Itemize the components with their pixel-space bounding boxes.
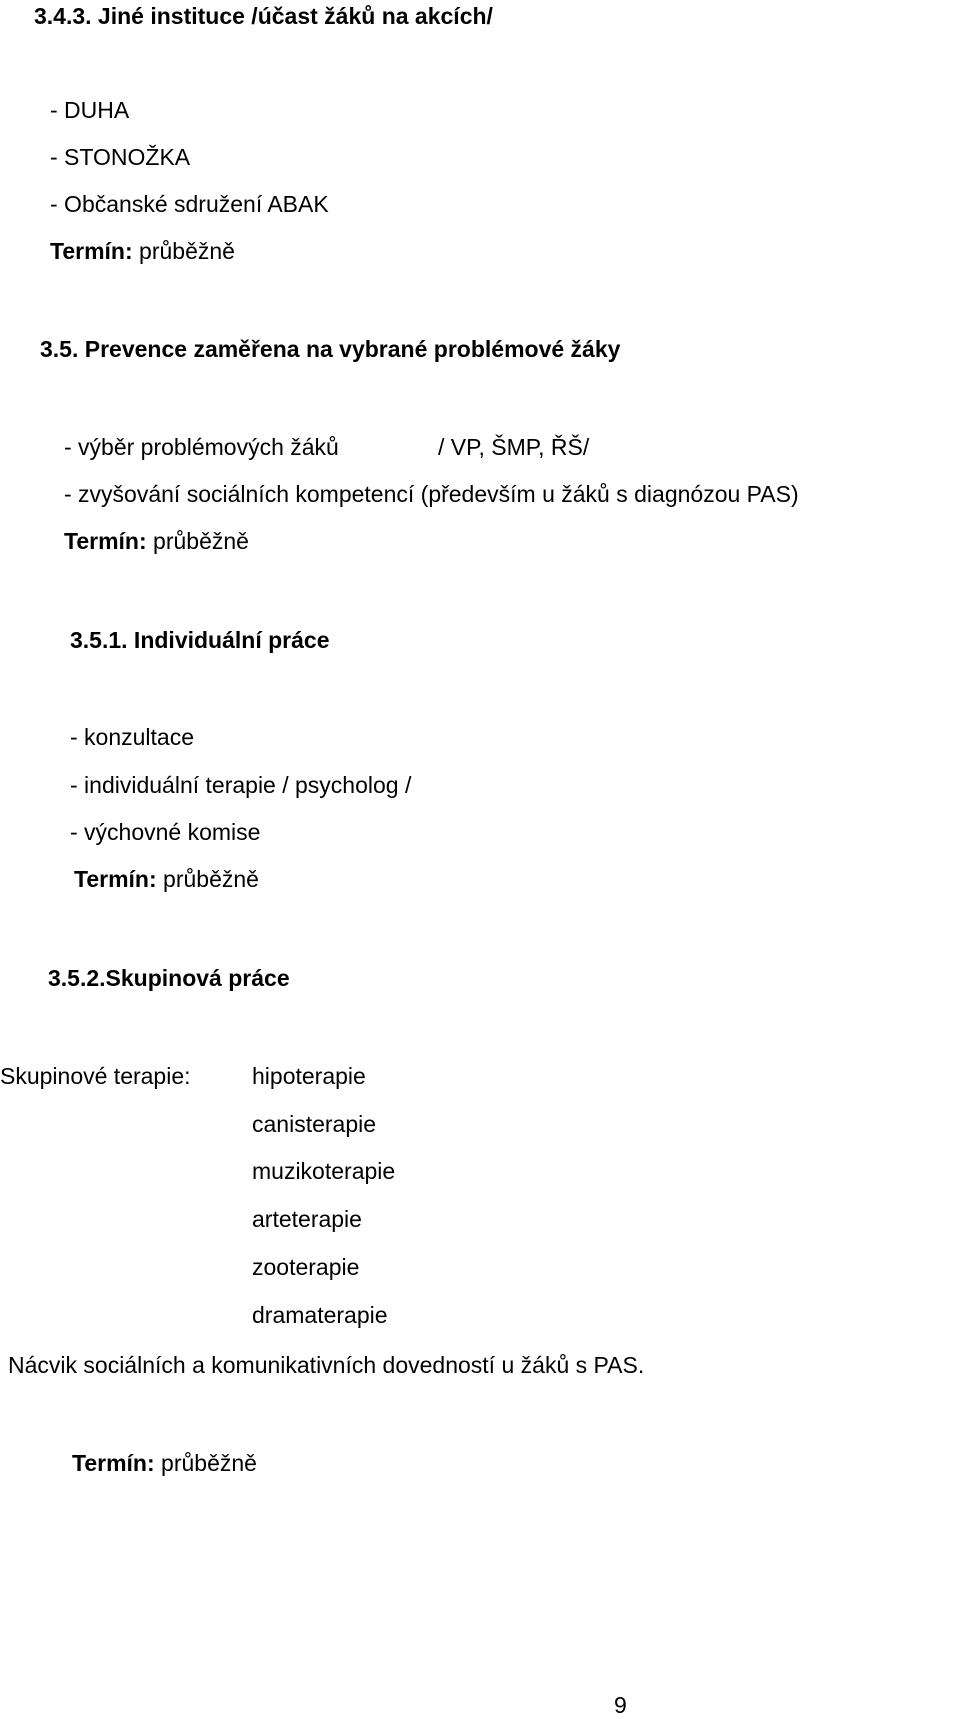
therapy-muzikoterapie: muzikoterapie — [252, 1158, 396, 1184]
list-item-vyber: - výběr problémových žáků — [64, 434, 339, 460]
therapy-canisterapie: canisterapie — [252, 1111, 377, 1137]
list-item-duha: - DUHA — [50, 97, 130, 123]
nacvik-line: Nácvik sociálních a komunikativních dovedností u žáků s PAS. — [8, 1352, 645, 1378]
therapy-dramaterapie: dramaterapie — [252, 1302, 388, 1328]
page-number: 9 — [614, 1692, 627, 1718]
therapy-arteterapie: arteterapie — [252, 1206, 362, 1232]
therapy-hipoterapie: hipoterapie — [252, 1063, 366, 1089]
section-3-4-3-heading: 3.4.3. Jiné instituce /účast žáků na akcích/ — [34, 3, 493, 29]
list-item-vyber-note: / VP, ŠMP, ŘŠ/ — [438, 434, 590, 460]
list-item-konzultace: - konzultace — [70, 724, 195, 750]
termin-value: průběžně — [154, 1450, 257, 1476]
termin-label: Termín: — [50, 238, 133, 264]
termin-line-3-4-3 — [50, 237, 235, 265]
termin-line-3-5 — [64, 527, 249, 555]
list-item-vychovne-komise: - výchovné komise — [70, 819, 261, 845]
section-3-5-2-heading: 3.5.2.Skupinová práce — [48, 965, 290, 991]
therapies-label: Skupinové terapie: — [0, 1063, 191, 1089]
list-item-stonozka: - STONOŽKA — [50, 144, 191, 170]
termin-line-3-5-1 — [74, 865, 259, 893]
termin-line-3-5-2 — [72, 1449, 257, 1477]
list-item-individualni-terapie: - individuální terapie / psycholog / — [70, 772, 412, 798]
termin-value: průběžně — [146, 528, 249, 554]
termin-label: Termín: — [74, 866, 157, 892]
therapy-zooterapie: zooterapie — [252, 1254, 360, 1280]
termin-label: Termín: — [72, 1450, 155, 1476]
list-item-abak: - Občanské sdružení ABAK — [50, 191, 329, 217]
list-item-zvysovani: - zvyšování sociálních kompetencí (především u žáků s diagnózou PAS) — [64, 481, 799, 507]
termin-label: Termín: — [64, 528, 147, 554]
termin-value: průběžně — [132, 238, 235, 264]
section-3-5-1-heading: 3.5.1. Individuální práce — [70, 627, 330, 653]
section-3-5-heading: 3.5. Prevence zaměřena na vybrané problémové žáky — [40, 336, 621, 362]
termin-value: průběžně — [156, 866, 259, 892]
